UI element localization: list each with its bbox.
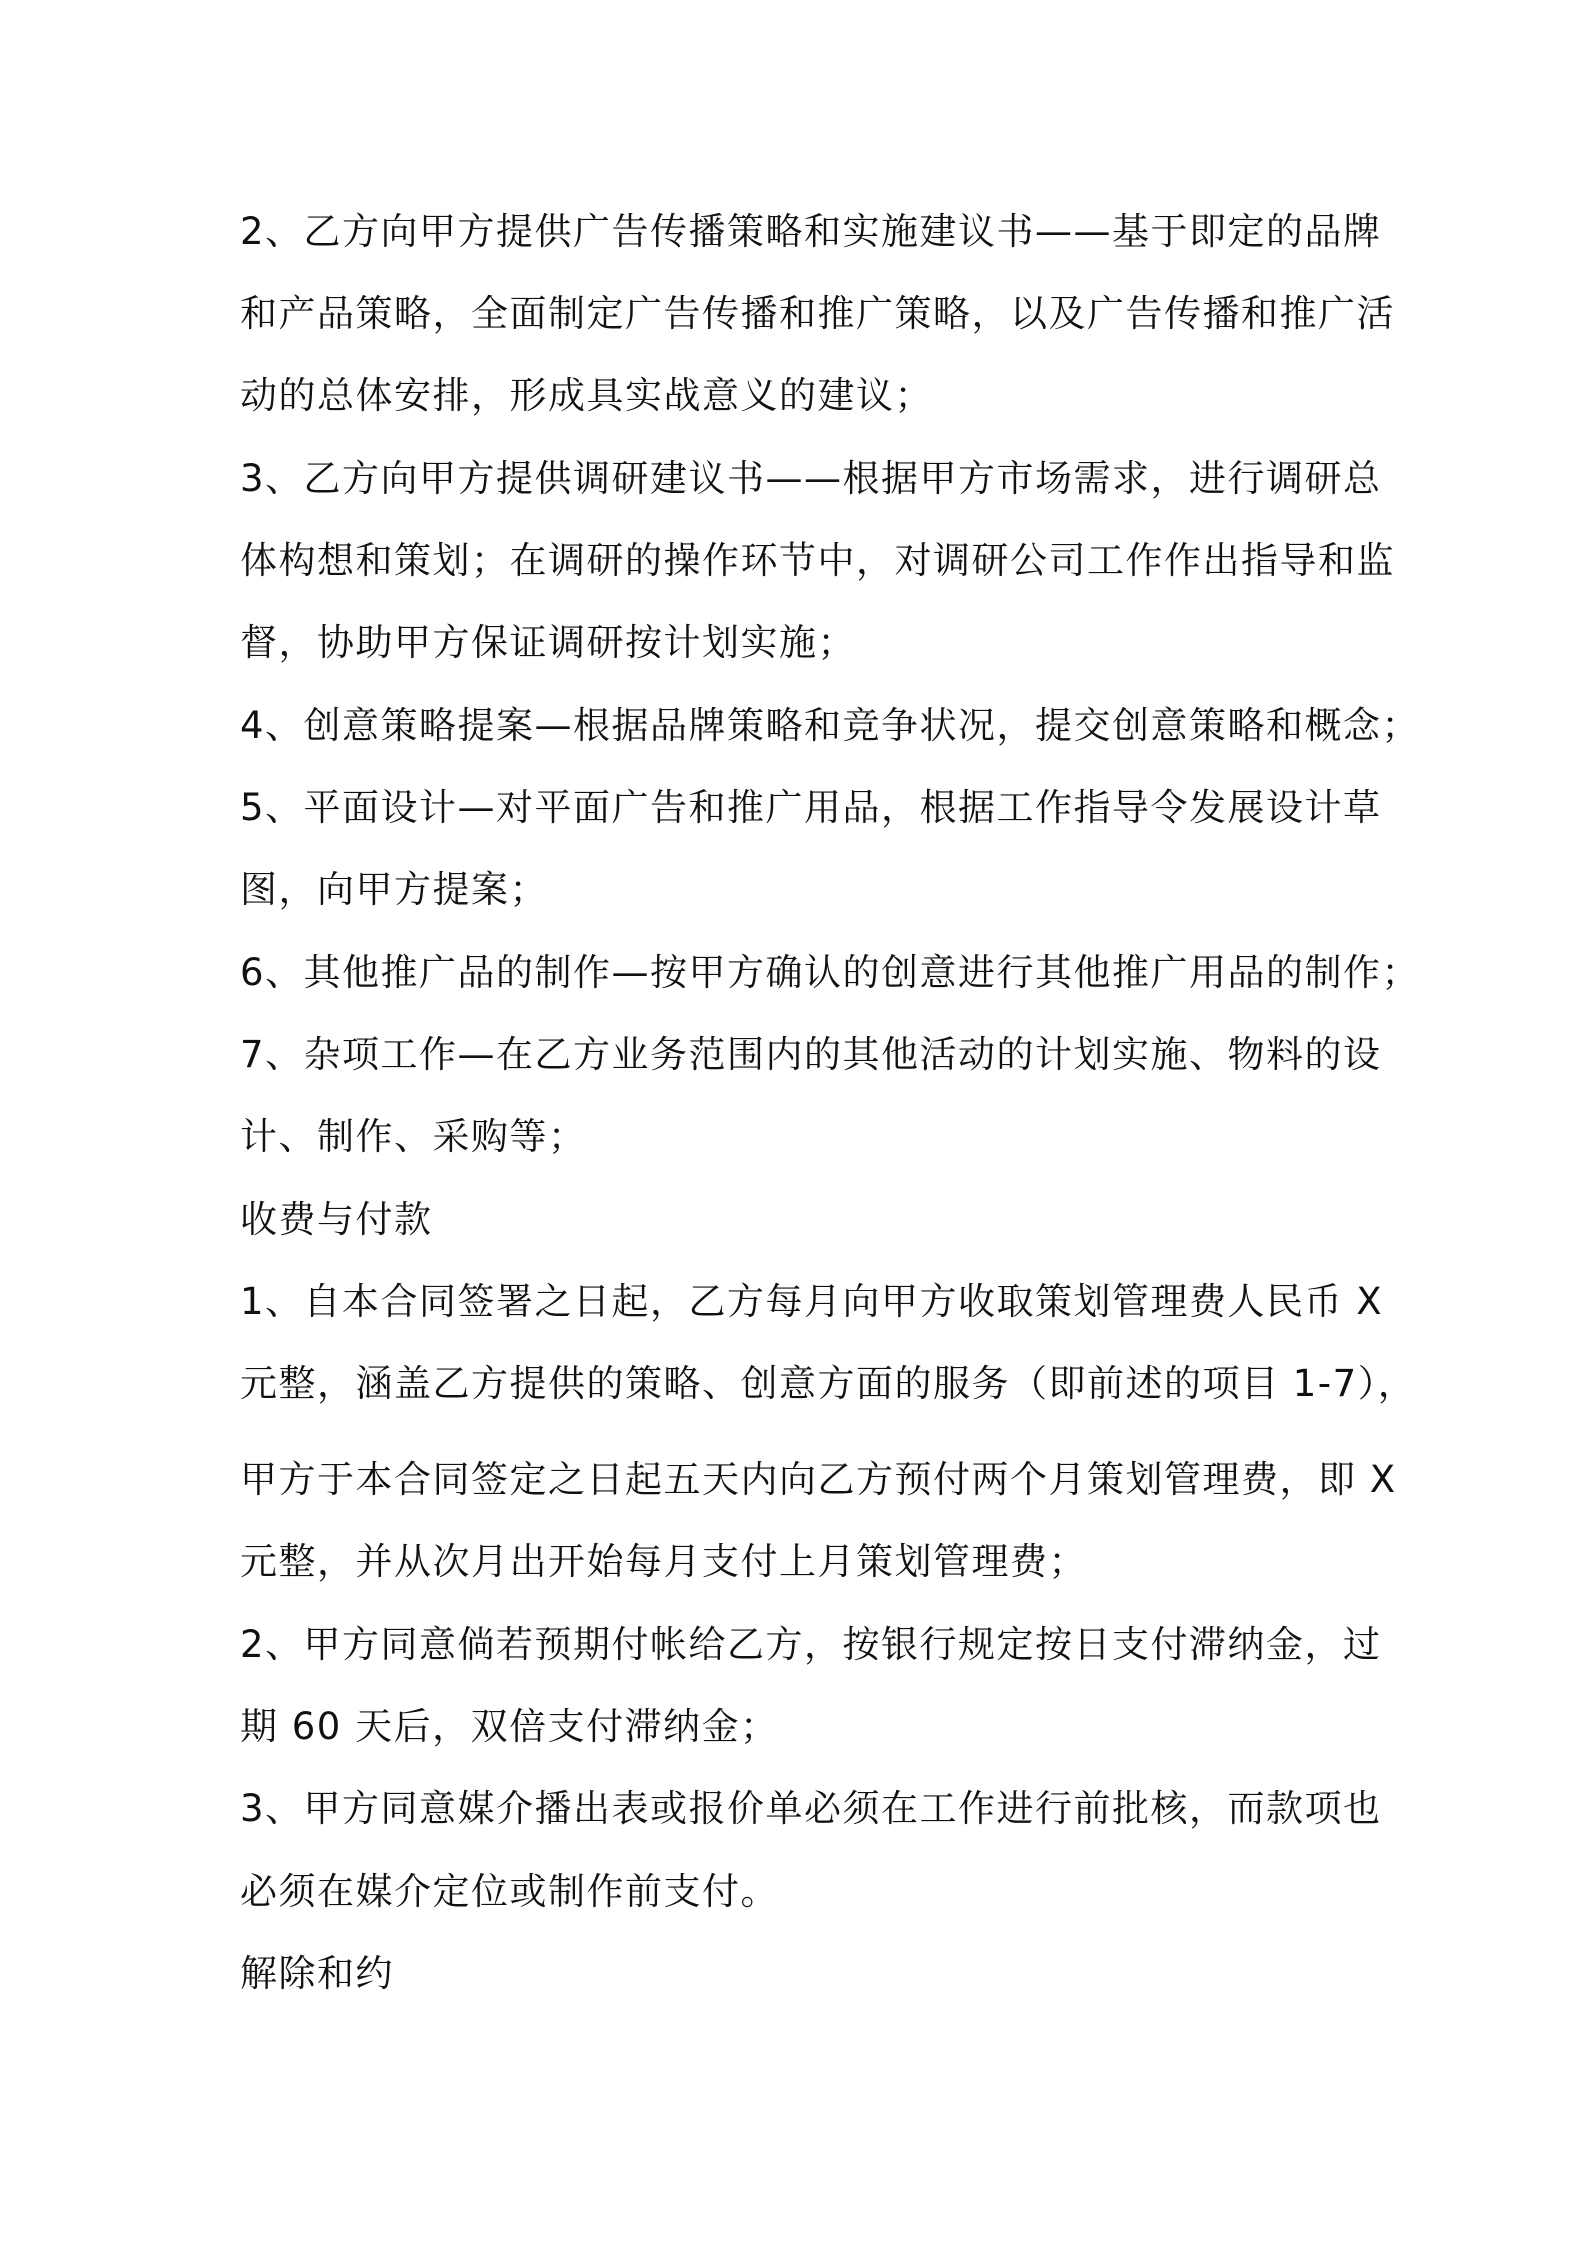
- text-line-3: 动的总体安排，形成具实战意义的建议；: [240, 374, 933, 417]
- text-line-18: 2、甲方同意倘若预期付帐给乙方，按银行规定按日支付滞纳金，过: [240, 1623, 1382, 1666]
- section-heading-termination: 解除和约: [240, 1952, 394, 1995]
- text-line-10: 6、其他推广品的制作—按甲方确认的创意进行其他推广用品的制作；: [240, 951, 1421, 994]
- text-line-8: 5、平面设计—对平面广告和推广用品，根据工作指导令发展设计草: [240, 786, 1382, 829]
- text-line-19: 期 60 天后，双倍支付滞纳金；: [240, 1705, 779, 1748]
- text-line-11: 7、杂项工作—在乙方业务范围内的其他活动的计划实施、物料的设: [240, 1033, 1382, 1076]
- text-line-6: 督，协助甲方保证调研按计划实施；: [240, 621, 856, 664]
- text-line-20: 3、甲方同意媒介播出表或报价单必须在工作进行前批核，而款项也: [240, 1787, 1382, 1830]
- text-line-16: 甲方于本合同签定之日起五天内向乙方预付两个月策划管理费，即 X: [240, 1458, 1397, 1501]
- text-line-21: 必须在媒介定位或制作前支付。: [240, 1870, 779, 1913]
- text-line-2: 和产品策略，全面制定广告传播和推广策略，以及广告传播和推广活: [240, 292, 1395, 335]
- section-heading-fees: 收费与付款: [240, 1198, 433, 1241]
- text-line-4: 3、乙方向甲方提供调研建议书——根据甲方市场需求，进行调研总: [240, 457, 1382, 500]
- text-line-12: 计、制作、采购等；: [240, 1115, 587, 1158]
- text-line-17: 元整，并从次月出开始每月支付上月策划管理费；: [240, 1540, 1087, 1583]
- text-line-1: 2、乙方向甲方提供广告传播策略和实施建议书——基于即定的品牌: [240, 210, 1382, 253]
- text-line-15: 元整，涵盖乙方提供的策略、创意方面的服务（即前述的项目 1-7），: [240, 1362, 1417, 1405]
- text-line-14: 1、自本合同签署之日起，乙方每月向甲方收取策划管理费人民币 X: [240, 1280, 1384, 1323]
- text-line-9: 图，向甲方提案；: [240, 868, 548, 911]
- text-line-5: 体构想和策划；在调研的操作环节中，对调研公司工作作出指导和监: [240, 539, 1395, 582]
- text-line-7: 4、创意策略提案—根据品牌策略和竞争状况，提交创意策略和概念；: [240, 704, 1421, 747]
